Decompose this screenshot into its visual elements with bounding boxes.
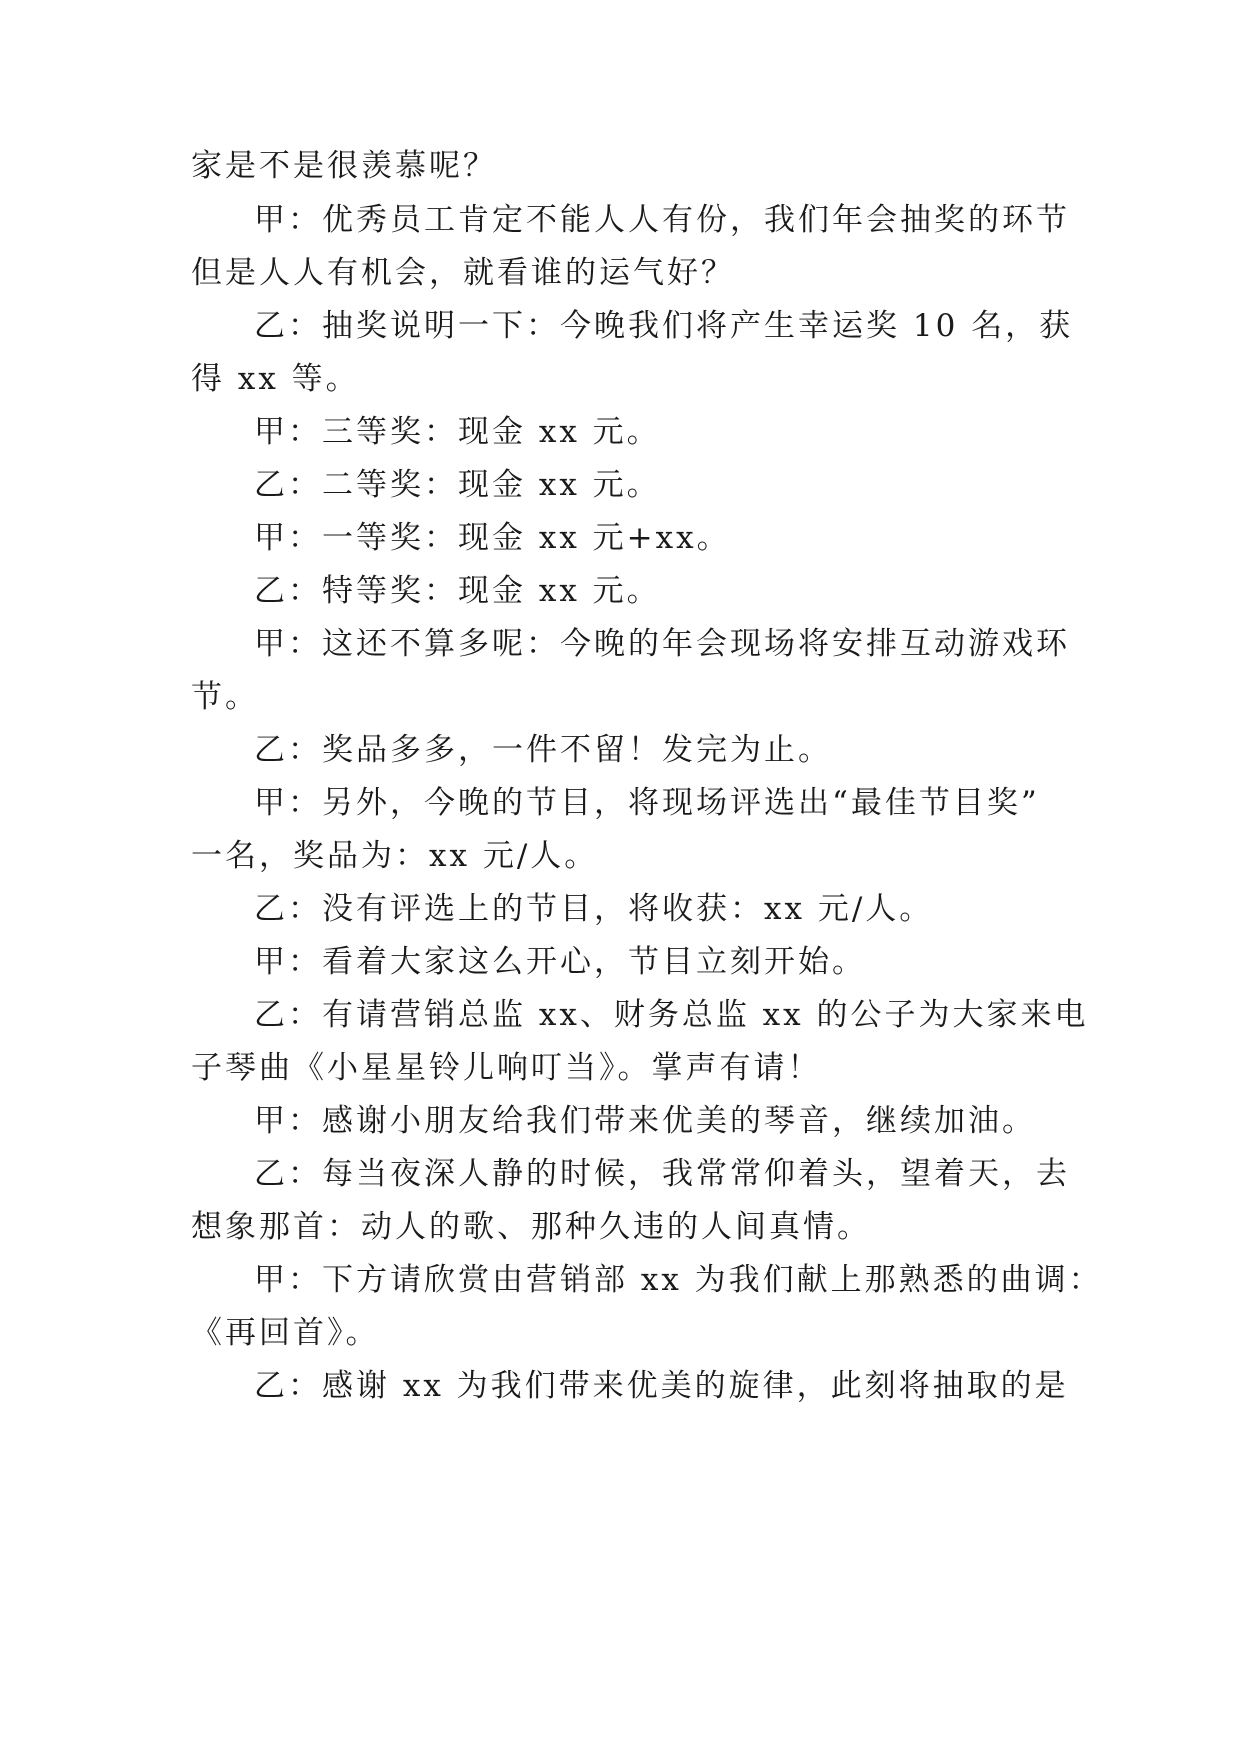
text-line: 甲：三等奖：现金 xx 元。 — [254, 414, 661, 450]
text-line: 子琴曲《小星星铃儿响叮当》。掌声有请！ — [191, 1050, 822, 1086]
text-line: 《再回首》。 — [191, 1315, 380, 1351]
text-line: 甲：感谢小朋友给我们带来优美的琴音，继续加油。 — [254, 1103, 1036, 1139]
text-line: 但是人人有机会，就看谁的运气好？ — [191, 255, 735, 291]
text-line: 甲：看着大家这么开心，节目立刻开始。 — [254, 944, 866, 980]
text-line: 一名，奖品为：xx 元/人。 — [191, 838, 599, 874]
text-line: 家是不是很羡慕呢？ — [191, 148, 497, 184]
text-line: 乙：抽奖说明一下：今晚我们将产生幸运奖 10 名，获 — [254, 308, 1074, 344]
text-line: 乙：每当夜深人静的时候，我常常仰着头，望着天，去 — [254, 1156, 1070, 1192]
document-page — [191, 0, 1103, 1754]
text-line: 甲：一等奖：现金 xx 元+xx。 — [254, 520, 731, 556]
text-line: 乙：感谢 xx 为我们带来优美的旋律，此刻将抽取的是 — [254, 1368, 1069, 1404]
text-line: 甲：下方请欣赏由营销部 xx 为我们献上那熟悉的曲调： — [254, 1262, 1103, 1298]
text-line: 想象那首：动人的歌、那种久违的人间真情。 — [191, 1209, 871, 1245]
text-line: 乙：奖品多多，一件不留！发完为止。 — [254, 732, 832, 768]
text-line: 得 xx 等。 — [191, 361, 360, 397]
text-line: 乙：二等奖：现金 xx 元。 — [254, 467, 661, 503]
text-line: 乙：特等奖：现金 xx 元。 — [254, 573, 661, 609]
text-line: 乙：有请营销总监 xx、财务总监 xx 的公子为大家来电 — [254, 997, 1089, 1033]
text-line: 乙：没有评选上的节目，将收获：xx 元/人。 — [254, 891, 934, 927]
text-line: 节。 — [191, 679, 259, 715]
text-line: 甲：优秀员工肯定不能人人有份，我们年会抽奖的环节 — [254, 202, 1070, 238]
text-line: 甲：这还不算多呢：今晚的年会现场将安排互动游戏环 — [254, 626, 1070, 662]
text-line: 甲：另外，今晚的节目，将现场评选出“最佳节目奖” — [254, 785, 1040, 821]
